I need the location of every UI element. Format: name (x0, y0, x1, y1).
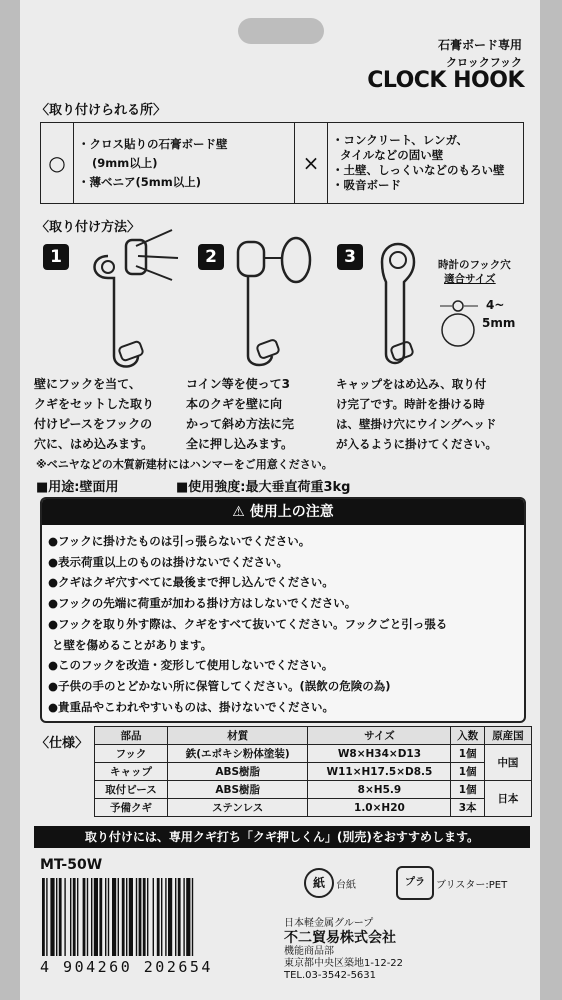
spec-row (95, 799, 532, 817)
company-name: 不二貿易株式会社 (284, 930, 396, 946)
caution-header (42, 499, 524, 525)
ok-line: (9mm以上) (92, 155, 158, 170)
veneer-note: ※ベニヤなどの木質新建材にはハンマーをご用意ください。 (36, 458, 333, 471)
header-line1: 石膏ボード専用 (437, 38, 522, 52)
barcode-bar (126, 878, 127, 956)
caution-item: ●フックに掛けたものは引っ張らないでください。 (48, 534, 311, 548)
spec-cell: フック (95, 745, 168, 763)
step-number-2: 2 (198, 244, 224, 270)
spec-cell: 1.0×H20 (308, 799, 451, 817)
keyhole-icon (440, 292, 480, 352)
spec-cell: 1個 (451, 745, 485, 763)
barcode-bar (143, 878, 146, 956)
spec-cell: W8×H34×D13 (308, 745, 451, 763)
hole-size-1: 4~ (486, 298, 505, 312)
hole-label-1: 時計のフック穴 (438, 259, 511, 271)
plastic-recycle-label: ブリスター:PET (436, 880, 508, 891)
barcode-bar (165, 878, 166, 956)
spec-cell: ABS樹脂 (167, 763, 308, 781)
spec-cell: 8×H5.9 (308, 781, 451, 799)
barcode-bar (73, 878, 76, 956)
caution-item: ●クギはクギ穴すべてに最後まで押し込んでください。 (48, 575, 334, 590)
spec-cell: 1個 (451, 763, 485, 781)
step1-description (34, 374, 154, 454)
spec-cell: ステンレス (167, 799, 308, 817)
barcode-bar (153, 878, 154, 956)
barcode-bar (157, 878, 160, 956)
barcode-bar (186, 878, 190, 956)
caution-item: ●表示荷重以上のものは掛けないでください。 (48, 554, 289, 569)
caution-box (40, 497, 526, 723)
step2-coin-illustration (230, 232, 330, 374)
spec-table (94, 726, 532, 817)
spec-row (95, 781, 532, 799)
install-places-table (40, 122, 524, 204)
step-line: 付けピースをフックの (34, 417, 153, 431)
spec-cell: 取付ピース (95, 781, 168, 799)
ng-line: ・吸音ボード (332, 178, 401, 192)
spec-heading: 〈仕様〉 (36, 736, 89, 751)
ng-symbol: × (295, 123, 328, 204)
barcode-number: 4 904260 202654 (40, 958, 213, 976)
spec-header: サイズ (308, 727, 451, 745)
plastic-recycle-icon: プラ (396, 866, 434, 900)
barcode-bar (183, 878, 184, 956)
hole-size-2: 5mm (482, 316, 516, 330)
caution-item: ●子供の手のとどかない所に保管してください。(誤飲の危険の為) (48, 678, 391, 693)
step-number-3: 3 (337, 244, 363, 270)
recommend-banner: 取り付けには、専用クギ打ち「クギ押しくん」(別売)をおすすめします。 (34, 826, 530, 848)
spec-row (95, 763, 532, 781)
caution-item: ●フックの先端に荷重が加わる掛け方はしないでください。 (48, 596, 357, 611)
install-places-heading: 〈取り付けられる所〉 (36, 103, 167, 118)
step-line: キャップをはめ込み、取り付 (336, 377, 487, 391)
spec-cell: 3本 (451, 799, 485, 817)
barcode-bar (108, 878, 109, 956)
barcode-bar (139, 878, 142, 956)
step-line: コイン等を使って3 (186, 377, 290, 391)
ng-cell (328, 123, 524, 204)
barcode-bar (87, 878, 88, 956)
spec-cell: 予備クギ (95, 799, 168, 817)
product-title: CLOCK HOOK (367, 68, 524, 93)
company-group: 日本軽金属グループ (284, 918, 374, 929)
step2-description (186, 374, 294, 454)
ok-symbol: ○ (41, 123, 74, 204)
barcode-bar (192, 878, 193, 956)
ng-line: ・コンクリート、レンガ、 (332, 133, 468, 147)
spec-header: 原産国 (484, 727, 531, 745)
barcode-bar (59, 878, 62, 956)
barcode-bar (129, 878, 133, 956)
spec-header-row (95, 727, 532, 745)
spec-row (95, 745, 532, 763)
barcode-bar (136, 878, 137, 956)
spec-header: 材質 (167, 727, 308, 745)
hang-hole (238, 18, 324, 44)
barcode-bar (175, 878, 176, 956)
spec-header: 入数 (451, 727, 485, 745)
barcode-bar (112, 878, 116, 956)
caution-item: ●このフックを改造・変形して使用しないでください。 (48, 658, 334, 673)
spec-cell: 鉄(エポキシ粉体塗装) (167, 745, 308, 763)
usage-label: ■用途:壁面用 (36, 480, 119, 495)
step3-description (336, 374, 497, 454)
barcode-bar (42, 878, 45, 956)
step-line: は、壁掛け穴にウイングヘッド (336, 417, 497, 431)
install-method-heading: 〈取り付け方法〉 (36, 220, 141, 235)
step3-cap-illustration (368, 232, 438, 372)
barcode-bar (99, 878, 102, 956)
barcode-bar (56, 878, 57, 956)
ok-cell (74, 123, 295, 204)
barcode-bar (122, 878, 125, 956)
spec-cell: キャップ (95, 763, 168, 781)
model-number: MT-50W (40, 857, 103, 873)
caution-item: ●フックを取り外す際は、クギをすべて抜いてください。フックごと引っ張る (48, 616, 448, 631)
company-tel: TEL.03-3542-5631 (284, 970, 377, 981)
step-number-1: 1 (43, 244, 69, 270)
step-line: が入るように掛けてください。 (336, 437, 497, 451)
step-line: 壁にフックを当て、 (34, 377, 141, 391)
barcode-bar (161, 878, 162, 956)
barcode-bar (70, 878, 71, 956)
hole-label-2: 適合サイズ (444, 273, 496, 285)
caution-title: 使用上の注意 (249, 504, 334, 520)
paper-recycle-label: 台紙 (336, 880, 356, 891)
ng-line: タイルなどの固い壁 (340, 148, 444, 162)
company-address: 東京都中央区築地1-12-22 (284, 958, 404, 969)
barcode-bar (91, 878, 92, 956)
ok-line: ・クロス貼りの石膏ボード壁 (78, 136, 228, 151)
barcode-bar (83, 878, 86, 956)
barcode-bar (178, 878, 181, 956)
barcode-bar (64, 878, 65, 956)
barcode (40, 878, 270, 958)
step-line: 全に押し込みます。 (186, 437, 294, 451)
barcode-bar (50, 878, 54, 956)
spec-cell: W11×H17.5×D8.5 (308, 763, 451, 781)
ok-line: ・薄ベニア(5mm以上) (78, 174, 201, 189)
spec-cell: 1個 (451, 781, 485, 799)
spec-origin-cell: 中国 (484, 745, 531, 781)
barcode-bar (77, 878, 78, 956)
spec-cell: ABS樹脂 (167, 781, 308, 799)
caution-list (48, 531, 447, 717)
barcode-bar (118, 878, 119, 956)
warning-icon: ⚠ (232, 504, 250, 520)
hole-size-label (438, 258, 511, 286)
caution-item: と壁を傷めることがあります。 (52, 637, 213, 652)
step-line: かって斜め方法に完 (186, 417, 295, 431)
paper-recycle-icon: 紙 (304, 868, 334, 898)
step1-hook-illustration (80, 226, 190, 374)
step-line: 本のクギを壁に向 (186, 397, 283, 411)
company-info (284, 946, 403, 982)
step-line: クギをセットした取り (34, 397, 155, 411)
hole-size-value (482, 296, 516, 332)
ng-line: ・土壁、しっくいなどのもろい壁 (332, 163, 505, 177)
spec-header: 部品 (95, 727, 168, 745)
spec-origin-cell: 日本 (484, 781, 531, 817)
barcode-bar (46, 878, 47, 956)
company-dept: 機能商品部 (284, 946, 334, 957)
barcode-bar (94, 878, 98, 956)
step-line: け完了です。時計を掛ける時 (336, 397, 485, 411)
step-line: 穴に、はめ込みます。 (34, 437, 154, 451)
strength-label: ■使用強度:最大垂直荷重3kg (176, 480, 351, 495)
barcode-bar (168, 878, 172, 956)
barcode-bar (147, 878, 148, 956)
caution-item: ●貴重品やこわれやすいものは、掛けないでください。 (48, 699, 335, 714)
header-line2: クロックフック (445, 56, 522, 69)
barcode-bar (105, 878, 106, 956)
